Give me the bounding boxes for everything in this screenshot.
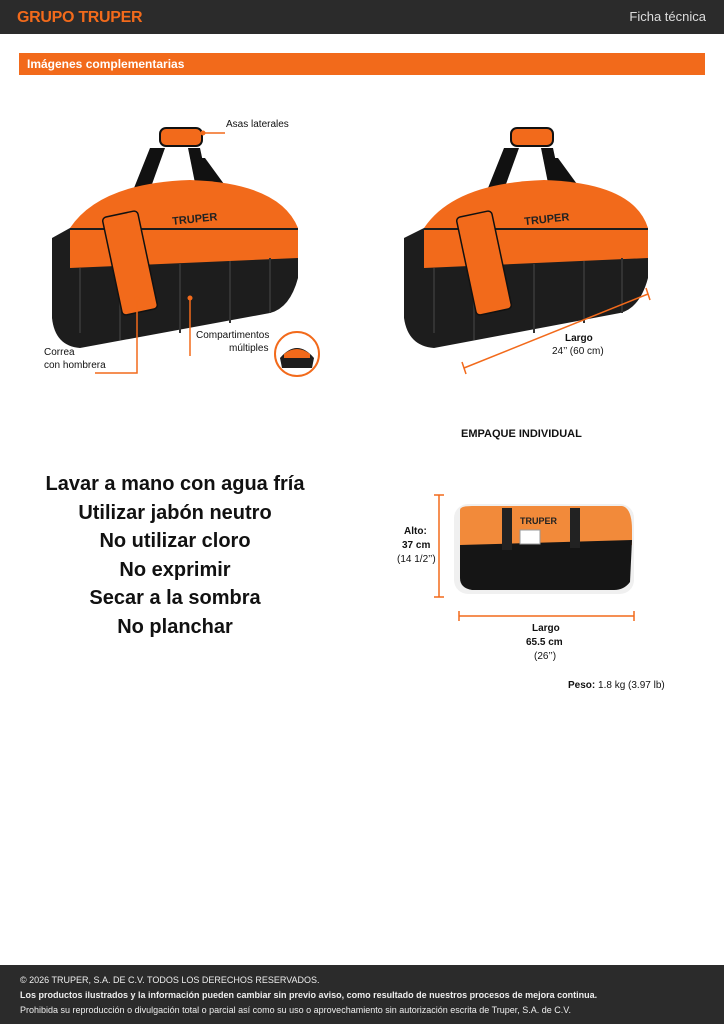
footer-copyright: © 2026 TRUPER, S.A. DE C.V. TODOS LOS DERECHOS RESERVADOS. [20,975,320,985]
section-title: Imágenes complementarias [27,57,185,71]
bag-brand-mark: TRUPER [171,211,218,228]
package-brand-mark: TRUPER [520,516,558,526]
bag-brand-mark-2: TRUPER [523,211,570,229]
care-instructions [20,470,330,641]
package-height-imperial: (14 1/2’’) [397,554,436,565]
package-length-imperial: (26’’) [534,651,557,662]
bag-length-metric: (60 cm) [569,346,604,357]
section-header [19,53,705,75]
strap-callout-line1: Correa [44,347,75,358]
compartments-callout-line2: múltiples [229,343,269,354]
handles-callout: Asas laterales [226,119,289,130]
bag-length-imperial: 24’’ [552,346,568,357]
package-image [432,490,642,622]
weight-value: 1.8 kg (3.97 lb) [598,680,665,691]
footer [0,965,724,1024]
weight-label: Peso: [568,680,596,691]
care-item: Secar a la sombra [89,587,261,609]
header-bar [0,0,724,34]
package-length-label: Largo [532,623,560,634]
care-item: Utilizar jabón neutro [78,501,272,524]
care-item: No planchar [117,615,233,638]
package-length-value: 65.5 cm [526,637,563,648]
document-type: Ficha técnica [629,9,706,24]
bag-length-label: Largo [565,333,593,344]
care-item: No utilizar cloro [99,530,251,552]
compartments-callout-line1: Compartimentos [196,330,270,341]
bag-image-callouts [40,118,330,380]
strap-callout-line2: con hombrera [44,360,106,371]
care-item: Lavar a mano con agua fría [45,473,305,495]
bag-length-value [552,345,604,358]
care-item: No exprimir [119,558,231,581]
package-title: EMPAQUE INDIVIDUAL [461,428,582,440]
package-height-value: 37 cm [402,540,431,551]
footer-legal: Prohibida su reproducción o divulgación total o parcial así como su uso o aprovechamiento sin autorización escrita de Truper, S.A. de C.V. [20,1005,571,1015]
footer-notice: Los productos ilustrados y la información pueden cambiar sin previo aviso, como resultado de nuestros procesos de mejora continua. [20,990,598,1000]
package-weight [568,679,665,692]
package-height-label: Alto: [404,526,427,537]
brand-logo: GRUPO TRUPER [17,9,143,26]
bag-image-dimension [396,118,666,378]
